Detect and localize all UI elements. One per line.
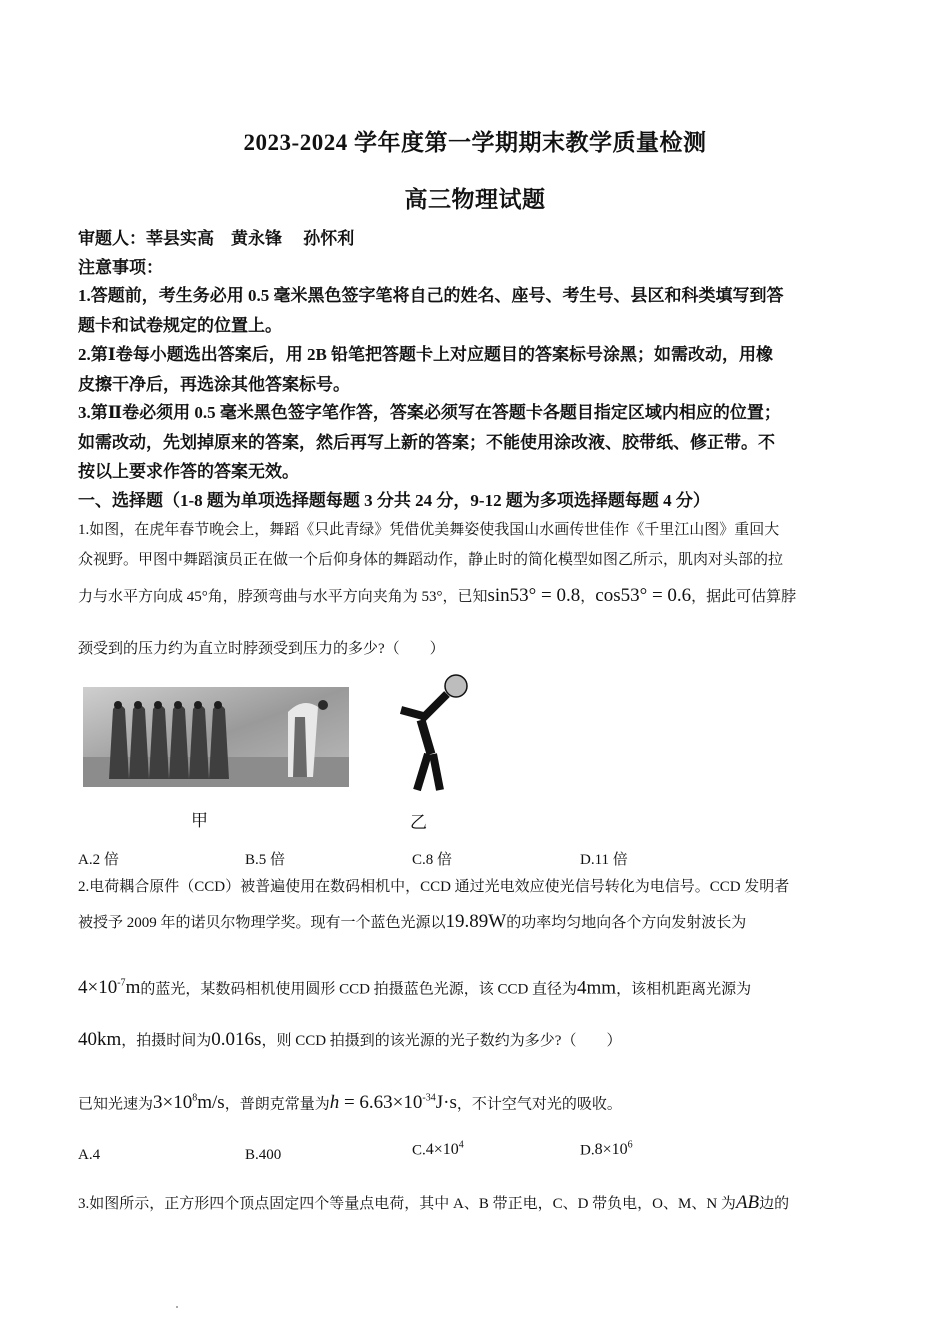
- cos-formula: cos53° = 0.6: [595, 585, 692, 606]
- notice-item-3b: 如需改动，先划掉原来的答案，然后再写上新的答案；不能使用涂改液、胶带纸、修正带。不: [78, 433, 775, 452]
- q2-line-2: 被授予 2009 年的诺贝尔物理学奖。现有一个蓝色光源以19.89W的功率均匀地向各个方向发射波长为: [78, 911, 747, 932]
- notice-item-3c: 按以上要求作答的答案无效。: [78, 462, 299, 481]
- stick-figure-model: [395, 672, 475, 802]
- scan-speck: [176, 1306, 178, 1308]
- q1-line-2: 众视野。甲图中舞蹈演员正在做一个后仰身体的舞蹈动作，静止时的简化模型如图乙所示，肌肉对头部的拉: [78, 552, 784, 568]
- q1-line-4: 颈受到的压力约为直立时脖颈受到压力的多少?（ ）: [78, 641, 445, 657]
- segment-ab: AB: [735, 1192, 760, 1213]
- q1-option-a: A.2 倍: [78, 852, 119, 868]
- light-speed-value: $3\times 10^8m/s$: [153, 1092, 225, 1114]
- notice-item-2b: 皮擦干净后，再选涂其他答案标号。: [78, 375, 350, 394]
- planck-constant: $h = 6.63\times 10^{-34}J\cdot s$: [329, 1092, 457, 1114]
- dance-photo: [83, 687, 349, 787]
- q2-line-1: 2.电荷耦合原件（CCD）被普遍使用在数码相机中，CCD 通过光电效应使光信号转化为电信号。CCD 发明者: [78, 879, 790, 895]
- notice-item-2a: 2.第Ⅰ卷每小题选出答案后，用 2B 铅笔把答题卡上对应题目的答案标号涂黑；如需改动，用橡: [78, 345, 774, 364]
- q1-option-b: B.5 倍: [245, 852, 286, 868]
- time-value: 0.016s: [211, 1029, 262, 1050]
- exam-title: 2023-2024 学年度第一学期期末教学质量检测: [243, 130, 707, 155]
- q2-line-5: 已知光速为$3\times 10^8m/s$，普朗克常量为$h = 6.63\times 10^{-34}J\cdot s$，不计空气对光的吸收。: [78, 1092, 622, 1114]
- notice-item-1a: 1.答题前，考生务必用 0.5 毫米黑色签字笔将自己的姓名、座号、考生号、县区和科类填写到答: [78, 286, 784, 305]
- notice-item-1b: 题卡和试卷规定的位置上。: [78, 316, 282, 335]
- wavelength-value: $4\times 10^{-7}m$: [78, 977, 141, 999]
- q2-line-4: 40km，拍摄时间为0.016s，则 CCD 拍摄到的该光源的光子数约为多少?（ ）: [78, 1029, 622, 1050]
- q2-option-d: $D.8\times 10^6$: [580, 1140, 633, 1159]
- distance-value: 40km: [78, 1029, 122, 1050]
- sin-formula: sin53° = 0.8: [487, 585, 581, 606]
- figure-b-label: 乙: [410, 813, 427, 833]
- q1-line-1: 1.如图，在虎年春节晚会上，舞蹈《只此青绿》凭借优美舞姿使我国山水画传世佳作《千里江山图》重回大: [78, 522, 780, 538]
- q2-option-c: $C.4\times 10^4$: [412, 1140, 464, 1159]
- q3-line-1: 3.如图所示，正方形四个顶点固定四个等量点电荷，其中 A、B 带正电，C、D 带负电，O、M、N 为AB边的: [78, 1192, 790, 1213]
- figure-a-label: 甲: [191, 811, 208, 831]
- q1-option-d: D.11 倍: [580, 852, 628, 868]
- section-heading: 一、选择题（1-8 题为单项选择题每题 3 分共 24 分，9-12 题为多项选择题每题 4 分）: [78, 491, 710, 510]
- q2-option-a: A.4: [78, 1147, 101, 1163]
- q1-option-c: C.8 倍: [412, 852, 453, 868]
- notice-heading: 注意事项：: [78, 258, 163, 277]
- power-value: 19.89W: [445, 911, 507, 932]
- q2-line-3: $4\times 10^{-7}m$的蓝光，某数码相机使用圆形 CCD 拍摄蓝色光源，该 CCD 直径为4mm，该相机距离光源为: [78, 977, 752, 999]
- q1-line-3: 力与水平方向成 45°角，脖颈弯曲与水平方向夹角为 53°，已知sin53° = 0.8，cos53° = 0.6，据此可估算脖: [78, 585, 797, 606]
- notice-item-3a: 3.第Ⅱ卷必须用 0.5 毫米黑色签字笔作答，答案必须写在答题卡各题目指定区域内相应的位置；: [78, 403, 781, 422]
- exam-subtitle: 高三物理试题: [404, 187, 546, 212]
- q2-option-b: B.400: [245, 1147, 282, 1163]
- diameter-value: 4mm: [577, 977, 617, 999]
- reviewers: 审题人：莘县实高 黄永锋 孙怀利: [78, 229, 355, 248]
